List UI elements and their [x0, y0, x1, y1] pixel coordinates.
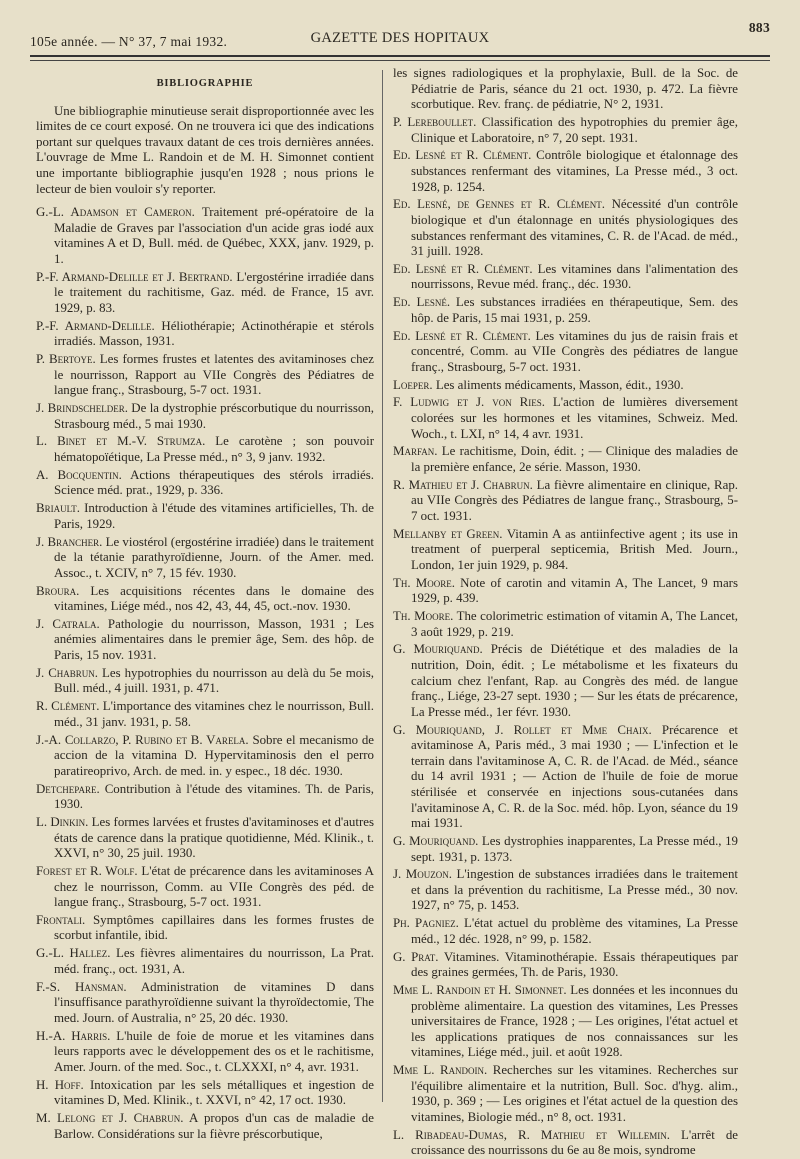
reference-authors: J. Brindschelder. — [36, 401, 128, 416]
reference-text: Précarence et avitaminose A, Paris méd., 3 mai 1930 ; — L'infection et le terrain dans l'avitaminose A, C. R. de l'Acad. de Méd., séance du 14 avril 1931 ; — Action de l'huile de foie de morue stérilisée et conservée en injections sous-cutanées dans l'avitaminose A, C. R. de la Soc. méd. hôp. Lyon, séance du 19 mai 1931. — [411, 722, 738, 831]
reference-authors: R. Mathieu et J. Chabrun. — [393, 477, 533, 492]
reference-authors: R. Clément. — [36, 699, 100, 714]
reference-entry — [36, 913, 374, 944]
reference-authors: Ed. Lesné et R. Clément. — [393, 148, 532, 163]
reference-text: L'importance des vitamines chez le nourrisson, Bull. méd., 31 janv. 1931, p. 58. — [54, 699, 374, 729]
reference-text: Les formes larvées et frustes d'avitaminoses et d'autres états de carence dans la pratique quotidienne, Méd. Klinik., t. XXVI, n° 30, 25 juil. 1930. — [54, 814, 374, 861]
reference-authors: G.-L. Hallez. — [36, 946, 111, 961]
reference-text: L'huile de foie de morue et les vitamines dans leurs rapports avec le développement des os et le rachitisme, Amer. Journ. of the med. Soc., t. CLXXXI, n° 4, avr. 1931. — [54, 1028, 374, 1074]
reference-entry — [393, 916, 738, 947]
reference-text: L'état actuel du problème des vitamines, La Presse méd., 12 déc. 1928, n° 99, p. 1582. — [411, 916, 738, 946]
reference-text: Vitamin A as antiinfective agent ; its use in treatment of puerperal septicemia, British Med. Journ., London, 1er juin 1929, p. 984. — [411, 526, 738, 572]
reference-entry — [393, 642, 738, 720]
section-title: BIBLIOGRAPHIE — [156, 78, 254, 89]
reference-text: L'arrêt de croissance des nourrissons du 6e au 8e mois, syndrome — [411, 1127, 738, 1158]
reference-entry — [36, 584, 374, 615]
column-divider — [382, 70, 383, 1102]
running-header — [30, 20, 770, 50]
reference-authors: J. Brancher. — [36, 534, 103, 549]
reference-authors: Ed. Lesné. — [393, 295, 451, 310]
reference-entry — [393, 723, 738, 832]
reference-authors: L. Dinkin. — [36, 814, 89, 829]
reference-authors: Forest et R. Wolf. — [36, 863, 138, 878]
reference-text: Les formes frustes et latentes des avitaminoses chez le nourrisson, Rapport au VIIe Congrès des Pédiatres de langue franç., Strasbourg, 5-7 oct. 1931. — [54, 352, 374, 398]
reference-entry — [36, 1111, 374, 1142]
reference-text: Les acquisitions récentes dans le domaine des vitamines, Liége méd., nos 42, 43, 44, 45, oct.-nov. 1930. — [54, 583, 374, 614]
reference-entry — [36, 501, 374, 532]
reference-text: Classification des hypotrophies du premier âge, Clinique et Laboratoire, n° 7, 20 sept. 1931. — [411, 114, 738, 145]
reference-entry — [393, 66, 738, 113]
reference-entry — [393, 329, 738, 376]
reference-authors: J. Mouzon. — [393, 867, 452, 882]
reference-text: Recherches sur les vitamines. Recherches sur l'équilibre alimentaire et la nutrition, Bull. Soc. d'hyg. alim., 1930, p. 369 ; — Les origines et l'état actuel de la question des vitamines, Biologie méd., n° 8, oct. 1931. — [411, 1063, 738, 1124]
reference-authors: Th. Moore. — [393, 609, 454, 624]
reference-entry — [393, 295, 738, 326]
reference-list-left — [36, 205, 374, 1142]
header-rule-thin — [30, 60, 770, 61]
reference-text: Vitamines. Vitaminothérapie. Essais thérapeutiques par des graines germées, Th. de Paris, 1930. — [411, 949, 738, 980]
intro-paragraph: Une bibliographie minutieuse serait disproportionnée avec les limites de ce court exposé. On ne trouvera ici que des indications portant sur quelques travaux datant de ces trois dernières années. L'ouvrage de Mme L. Randoin et de M. H. Simonnet contient une importante bibliographie jusqu'en 1928 ; nous prions le lecteur de bien vouloir s'y reporter. — [36, 103, 374, 196]
reference-entry — [36, 815, 374, 862]
reference-text: les signes radiologiques et la prophylaxie, Bull. de la Soc. de Pédiatrie de Paris, séance du 21 oct. 1930, p. 472. La fièvre scorbutique. Rev. franç. de pédiatrie, N° 2, 1931. — [393, 66, 738, 112]
reference-text: Le viostérol (ergostérine irradiée) dans le traitement de la tétanie parathyroïdienne, Journ. of the Amer. med. Assoc., t. XCIV, n° 7, 15 fév. 1930. — [54, 534, 374, 580]
reference-text: L'action de lumières diversement colorées sur les hormones et les vitamines, Schweiz. Med. Woch., t. LXI, n° 14, 4 avr. 1931. — [411, 395, 738, 441]
reference-entry — [393, 950, 738, 981]
reference-authors: H.-A. Harris. — [36, 1028, 111, 1043]
reference-text: Sobre el mecanismo de accion de la vitamina D. Hypervitaminosis den el perro paratireoprivo, Arch. de med. in. y espec., 18 déc. 1930. — [54, 732, 374, 778]
reference-text: Les vitamines dans l'alimentation des nourrissons, Revue méd. franç., déc. 1930. — [411, 261, 738, 292]
reference-authors: P. Lereboullet. — [393, 114, 477, 129]
reference-authors: Ed. Lesné, de Gennes et R. Clément. — [393, 197, 606, 212]
reference-text: Intoxication par les sels métalliques et ingestion de vitamines D, Med. Klinik., t. XXVI, n° 42, 17 oct. 1930. — [54, 1077, 374, 1108]
reference-text: Actions thérapeutiques des stérols irradiés. Science méd. prat., 1929, p. 336. — [54, 467, 374, 498]
reference-authors: H. Hoff. — [36, 1077, 84, 1092]
reference-authors: L. Binet et M.-V. Strumza. — [36, 434, 206, 449]
reference-entry — [393, 378, 738, 394]
reference-text: Les dystrophies inapparentes, La Presse méd., 19 sept. 1931, p. 1373. — [411, 833, 738, 864]
reference-entry — [36, 1029, 374, 1076]
reference-entry — [393, 527, 738, 574]
reference-authors: J. Catrala. — [36, 616, 100, 631]
reference-entry — [36, 864, 374, 911]
reference-entry — [36, 535, 374, 582]
reference-entry — [393, 576, 738, 607]
reference-text: A propos d'un cas de maladie de Barlow. Considérations sur la fièvre préscorbutique, — [54, 1110, 374, 1141]
right-column — [393, 66, 738, 1158]
reference-authors: J.-A. Collarzo, P. Rubino et B. Varela. — [36, 732, 249, 747]
reference-text: Contrôle biologique et étalonnage des substances renfermant des vitamines, La Presse méd., 3 oct. 1928, p. 1254. — [411, 148, 738, 194]
reference-authors: Frontali. — [36, 912, 86, 927]
reference-authors: P.-F. Armand-Delille. — [36, 318, 155, 333]
reference-entry — [36, 617, 374, 664]
reference-entry — [36, 666, 374, 697]
reference-entry — [36, 782, 374, 813]
reference-text: Héliothérapie; Actinothérapie et stérols irradiés. Masson, 1931. — [54, 318, 374, 349]
reference-authors: P. Bertoye. — [36, 352, 96, 367]
left-column — [36, 66, 375, 1141]
reference-text: Les aliments médicaments, Masson, édit., 1930. — [432, 377, 684, 392]
reference-entry — [36, 699, 374, 730]
reference-authors: Mme L. Randoin et H. Simonnet. — [393, 983, 567, 997]
reference-text: Contribution à l'étude des vitamines. Th. de Paris, 1930. — [54, 781, 374, 812]
reference-text: La fièvre alimentaire en clinique, Rap. au VIIe Congrès des Pédiatres de langue franç., Strasbourg, 5-7 oct. 1931. — [411, 477, 738, 523]
reference-entry — [393, 148, 738, 195]
reference-text: De la dystrophie préscorbutique du nourrisson, Strasbourg méd., 5 mai 1930. — [54, 401, 374, 431]
reference-text: Note of carotin and vitamin A, The Lancet, 9 mars 1929, p. 439. — [411, 575, 738, 606]
reference-authors: Marfan. — [393, 444, 438, 459]
reference-entry — [36, 401, 374, 432]
reference-authors: J. Chabrun. — [36, 665, 99, 680]
reference-text: Les substances irradiées en thérapeutique, Sem. des hôp. de Paris, 15 mai 1931, p. 259. — [411, 295, 738, 325]
reference-text: L'ingestion de substances irradiées dans le traitement et dans la prévention du rachitisme, La Presse méd., 30 nov. 1927, n° 75, p. 1453. — [411, 867, 738, 913]
reference-entry — [36, 270, 374, 317]
reference-entry — [36, 205, 374, 267]
reference-authors: Briault. — [36, 501, 80, 516]
reference-authors: Mme L. Randoin. — [393, 1063, 488, 1078]
reference-authors: Ed. Lesné et R. Clément. — [393, 261, 533, 276]
reference-entry — [393, 1128, 738, 1159]
reference-entry — [393, 478, 738, 525]
reference-text: Les vitamines du jus de raisin frais et concentré, Comm. au VIIe Congrès des pédiatres de langue franç., Strasbourg, 5-7 oct. 1931. — [411, 328, 738, 374]
reference-entry — [36, 946, 374, 977]
reference-text: L'état de précarence dans les avitaminoses A chez le nourrisson, Comm. au VIIe Congrès des péd. de langue franç., Strasbourg, 5-7 oct. 1931. — [54, 863, 374, 910]
reference-entry — [393, 834, 738, 865]
reference-text: L'ergostérine irradiée dans le traitement du rachitisme, Gaz. méd. de France, 15 avr. 1929, p. 83. — [54, 269, 374, 315]
issue-line: 105e année. — N° 37, 7 mai 1932. — [30, 34, 228, 49]
reference-authors: Ph. Pagniez. — [393, 916, 459, 931]
reference-text: Précis de Diététique et des maladies de la nutrition, Doin, édit. ; Le métabolisme et les fixateurs du calcium chez l'enfant, Rap. au Congrès des méd. de langue franç., Liége, 23-27 sept. 1930 ; — Sur les états de précarence, La Presse méd., 1er févr. 1930. — [411, 642, 738, 719]
reference-authors: M. Lelong et J. Chabrun. — [36, 1110, 184, 1125]
reference-authors: L. Ribadeau-Dumas, R. Mathieu et Willemin. — [393, 1127, 670, 1142]
reference-entry — [393, 867, 738, 914]
reference-entry — [36, 434, 374, 465]
reference-entry — [36, 733, 374, 780]
page-number: 883 — [748, 20, 770, 35]
reference-entry — [393, 262, 738, 293]
reference-authors: Th. Moore. — [393, 575, 455, 590]
reference-text: Traitement pré-opératoire de la Maladie de Graves par l'association d'un acide gras iodé aux vitamines A et D, Bull. méd. de Québec, XXX, janv. 1929, p. 1. — [54, 205, 374, 266]
reference-authors: Detchepare. — [36, 781, 100, 796]
reference-authors: G. Prat. — [393, 949, 439, 964]
reference-authors: G. Mouriquand. — [393, 833, 479, 848]
reference-authors: Mellanby et Green. — [393, 526, 503, 541]
reference-text: Le carotène ; son pouvoir hématopoïétique, La Presse méd., n° 3, 9 janv. 1932. — [54, 434, 375, 464]
reference-authors: F.-S. Hansman. — [36, 979, 127, 994]
reference-text: Pathologie du nourrisson, Masson, 1931 ; Les anémies alimentaires dans le premier âge, Sem. des hôp. de Paris, 15 nov. 1931. — [54, 616, 374, 663]
reference-text: Les hypotrophies du nourrisson au delà du 5e mois, Bull. méd., 4 juill. 1931, p. 471. — [54, 665, 374, 696]
reference-entry — [36, 980, 374, 1027]
reference-authors: Loeper. — [393, 377, 433, 392]
reference-entry — [393, 197, 738, 259]
reference-entry — [36, 468, 374, 499]
reference-entry — [36, 1078, 374, 1109]
reference-authors: A. Bocquentin. — [36, 467, 122, 482]
journal-title: GAZETTE DES HOPITAUX — [310, 30, 490, 46]
reference-text: The colorimetric estimation of vitamin A, The Lancet, 3 août 1929, p. 219. — [411, 609, 738, 639]
reference-authors: P.-F. Armand-Delille et J. Bertrand. — [36, 269, 233, 284]
reference-entry — [393, 115, 738, 146]
reference-text: Introduction à l'étude des vitamines artificielles, Th. de Paris, 1929. — [54, 501, 374, 531]
reference-authors: G.-L. Adamson et Cameron. — [36, 205, 195, 220]
reference-authors: Ed. Lesné et R. Clément. — [393, 328, 531, 343]
reference-authors: F. Ludwig et J. von Ries. — [393, 395, 545, 410]
reference-entry — [393, 395, 738, 442]
reference-entry — [393, 444, 738, 475]
reference-text: Symptômes capillaires dans les formes frustes de scorbut infantile, ibid. — [54, 912, 374, 943]
reference-text: Administration de vitamines D dans l'insuffisance parathyroïdienne suivant la thyroïdectomie, The med. Journ. of Australia, n° 25, 20 déc. 1930. — [54, 979, 374, 1025]
header-rule-thick — [30, 55, 770, 57]
reference-entry — [36, 352, 374, 399]
reference-text: Le rachitisme, Doin, édit. ; — Clinique des maladies de la première enfance, 2e série. Masson, 1930. — [411, 444, 738, 474]
reference-list-right — [393, 66, 738, 1159]
reference-entry — [393, 609, 738, 640]
reference-authors: Broura. — [36, 583, 80, 598]
reference-entry — [393, 983, 738, 1061]
reference-text: Les données et les inconnues du problème alimentaire. La question des vitamines, Les Presses universitaires de France, 1928 ; — Les origines, l'état actuel et les applications pratiques de nos connaissances sur les vitamines, Liége méd., juil. et août 1928. — [411, 983, 738, 1060]
reference-entry — [36, 319, 374, 350]
reference-authors: G. Mouriquand. — [393, 642, 483, 657]
reference-text: Nécessité d'un contrôle biologique et d'un étalonnage en unités physiologiques des substances renfermant des vitamines, C. R. de l'Acad. de méd., 31 juill. 1928. — [411, 197, 738, 259]
reference-authors: G. Mouriquand, J. Rollet et Mme Chaix. — [393, 722, 652, 737]
reference-text: Les fièvres alimentaires du nourrisson, La Prat. méd. franç., oct. 1931, A. — [54, 946, 375, 976]
reference-entry — [393, 1063, 738, 1125]
